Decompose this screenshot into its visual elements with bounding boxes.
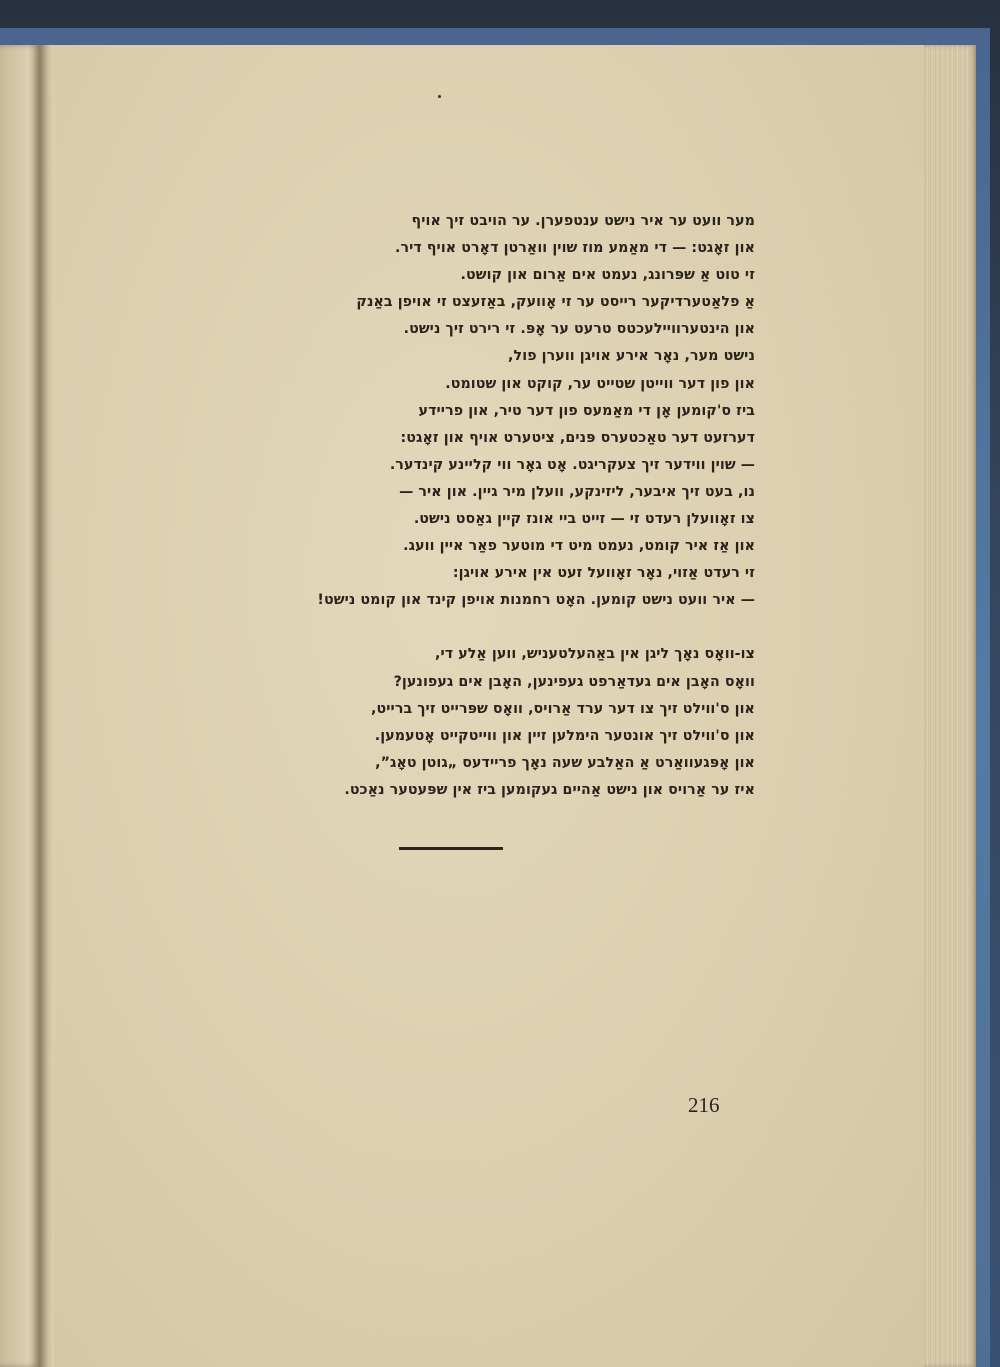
ink-speck — [438, 95, 441, 98]
page-number: 216 — [688, 1093, 720, 1117]
verse-line: צו-וואָס נאָך ליגן אין באַהעלטעניש, ווען אַלע די, — [434, 646, 755, 663]
verse-line: זי רעדט אַזוי, נאָר זאָוועל זעט אין אירע אויגן: — [452, 565, 755, 582]
verse-line: און אַז איר קומט, נעמט מיט די מוטער פאַר איין וועג. — [403, 538, 755, 555]
page-stack-edge — [924, 45, 976, 1367]
spine-gutter — [40, 45, 54, 1367]
stanza-1 — [170, 208, 755, 614]
verse-line: אַ פלאַטערדיקער רייסט ער זי אָוועק, באַזעצט זי אויפן באַנק — [356, 294, 755, 311]
stanza-2 — [170, 641, 755, 804]
verse-line: נישט מער, נאָר אירע אויגן ווערן פול, — [508, 348, 755, 365]
verse-line: ביז ס'קומען אָן די מאַמעס פון דער טיר, און פריידע — [418, 402, 755, 419]
verse-line: צו זאָוועלן רעדט זי — זייט ביי אונז קיין גאַסט נישט. — [413, 511, 755, 528]
verse-line: און הינטערוויילעכטס טרעט ער אָפּ. זי רירט זיך נישט. — [403, 321, 755, 338]
verse-line: — איר וועט נישט קומען. האָט רחמנות אויפן קינד און קומט נישט! — [317, 592, 755, 609]
verse-line: און זאָגט: — די מאַמע מוז שוין וואַרטן דאָרט אויף דיר. — [395, 240, 755, 257]
verse-line: דערזעט דער טאַכטערס פּנים, ציטערט אויף און זאָגט: — [400, 429, 755, 446]
verse-line: און אָפּגעוואַרט אַ האַלבע שעה נאָך פריידעס „גוטן טאָג”, — [375, 754, 755, 771]
verse-line: און פון דער ווייטן שטייט ער, קוקט און שטומט. — [445, 375, 755, 392]
section-end-rule — [399, 847, 503, 850]
verse-line: מער וועט ער איר נישט ענטפערן. ער הויבט זיך אויף — [411, 213, 755, 229]
verse-line: און ס'ווילט זיך צו דער ערד אַרויס, וואָס שפּרייט זיך ברייט, — [371, 700, 755, 717]
verse-line: וואָס האָבן אים געדאַרפט געפינען, האָבן אים געפונען? — [393, 673, 755, 690]
stanza-break — [170, 614, 755, 641]
previous-page-edge — [0, 45, 40, 1367]
verse-line: נו, בעט זיך איבער, ליזינקע, וועלן מיר גיין. און איר — — [399, 483, 755, 500]
verse-line: און ס'ווילט זיך אונטער הימלען זיין און ווייטקייט אָטעמען. — [374, 727, 755, 744]
verse-text — [170, 208, 755, 804]
verse-line: זי טוט אַ שפּרונג, נעמט אים אַרום און קושט. — [460, 267, 755, 284]
verse-line: — שוין ווידער זיך צעקריגט. אָט גאָר ווי קליינע קינדער. — [389, 456, 755, 473]
verse-line: איז ער אַרויס און נישט אַהיים געקומען ביז אין שפּעטער נאַכט. — [344, 781, 755, 798]
